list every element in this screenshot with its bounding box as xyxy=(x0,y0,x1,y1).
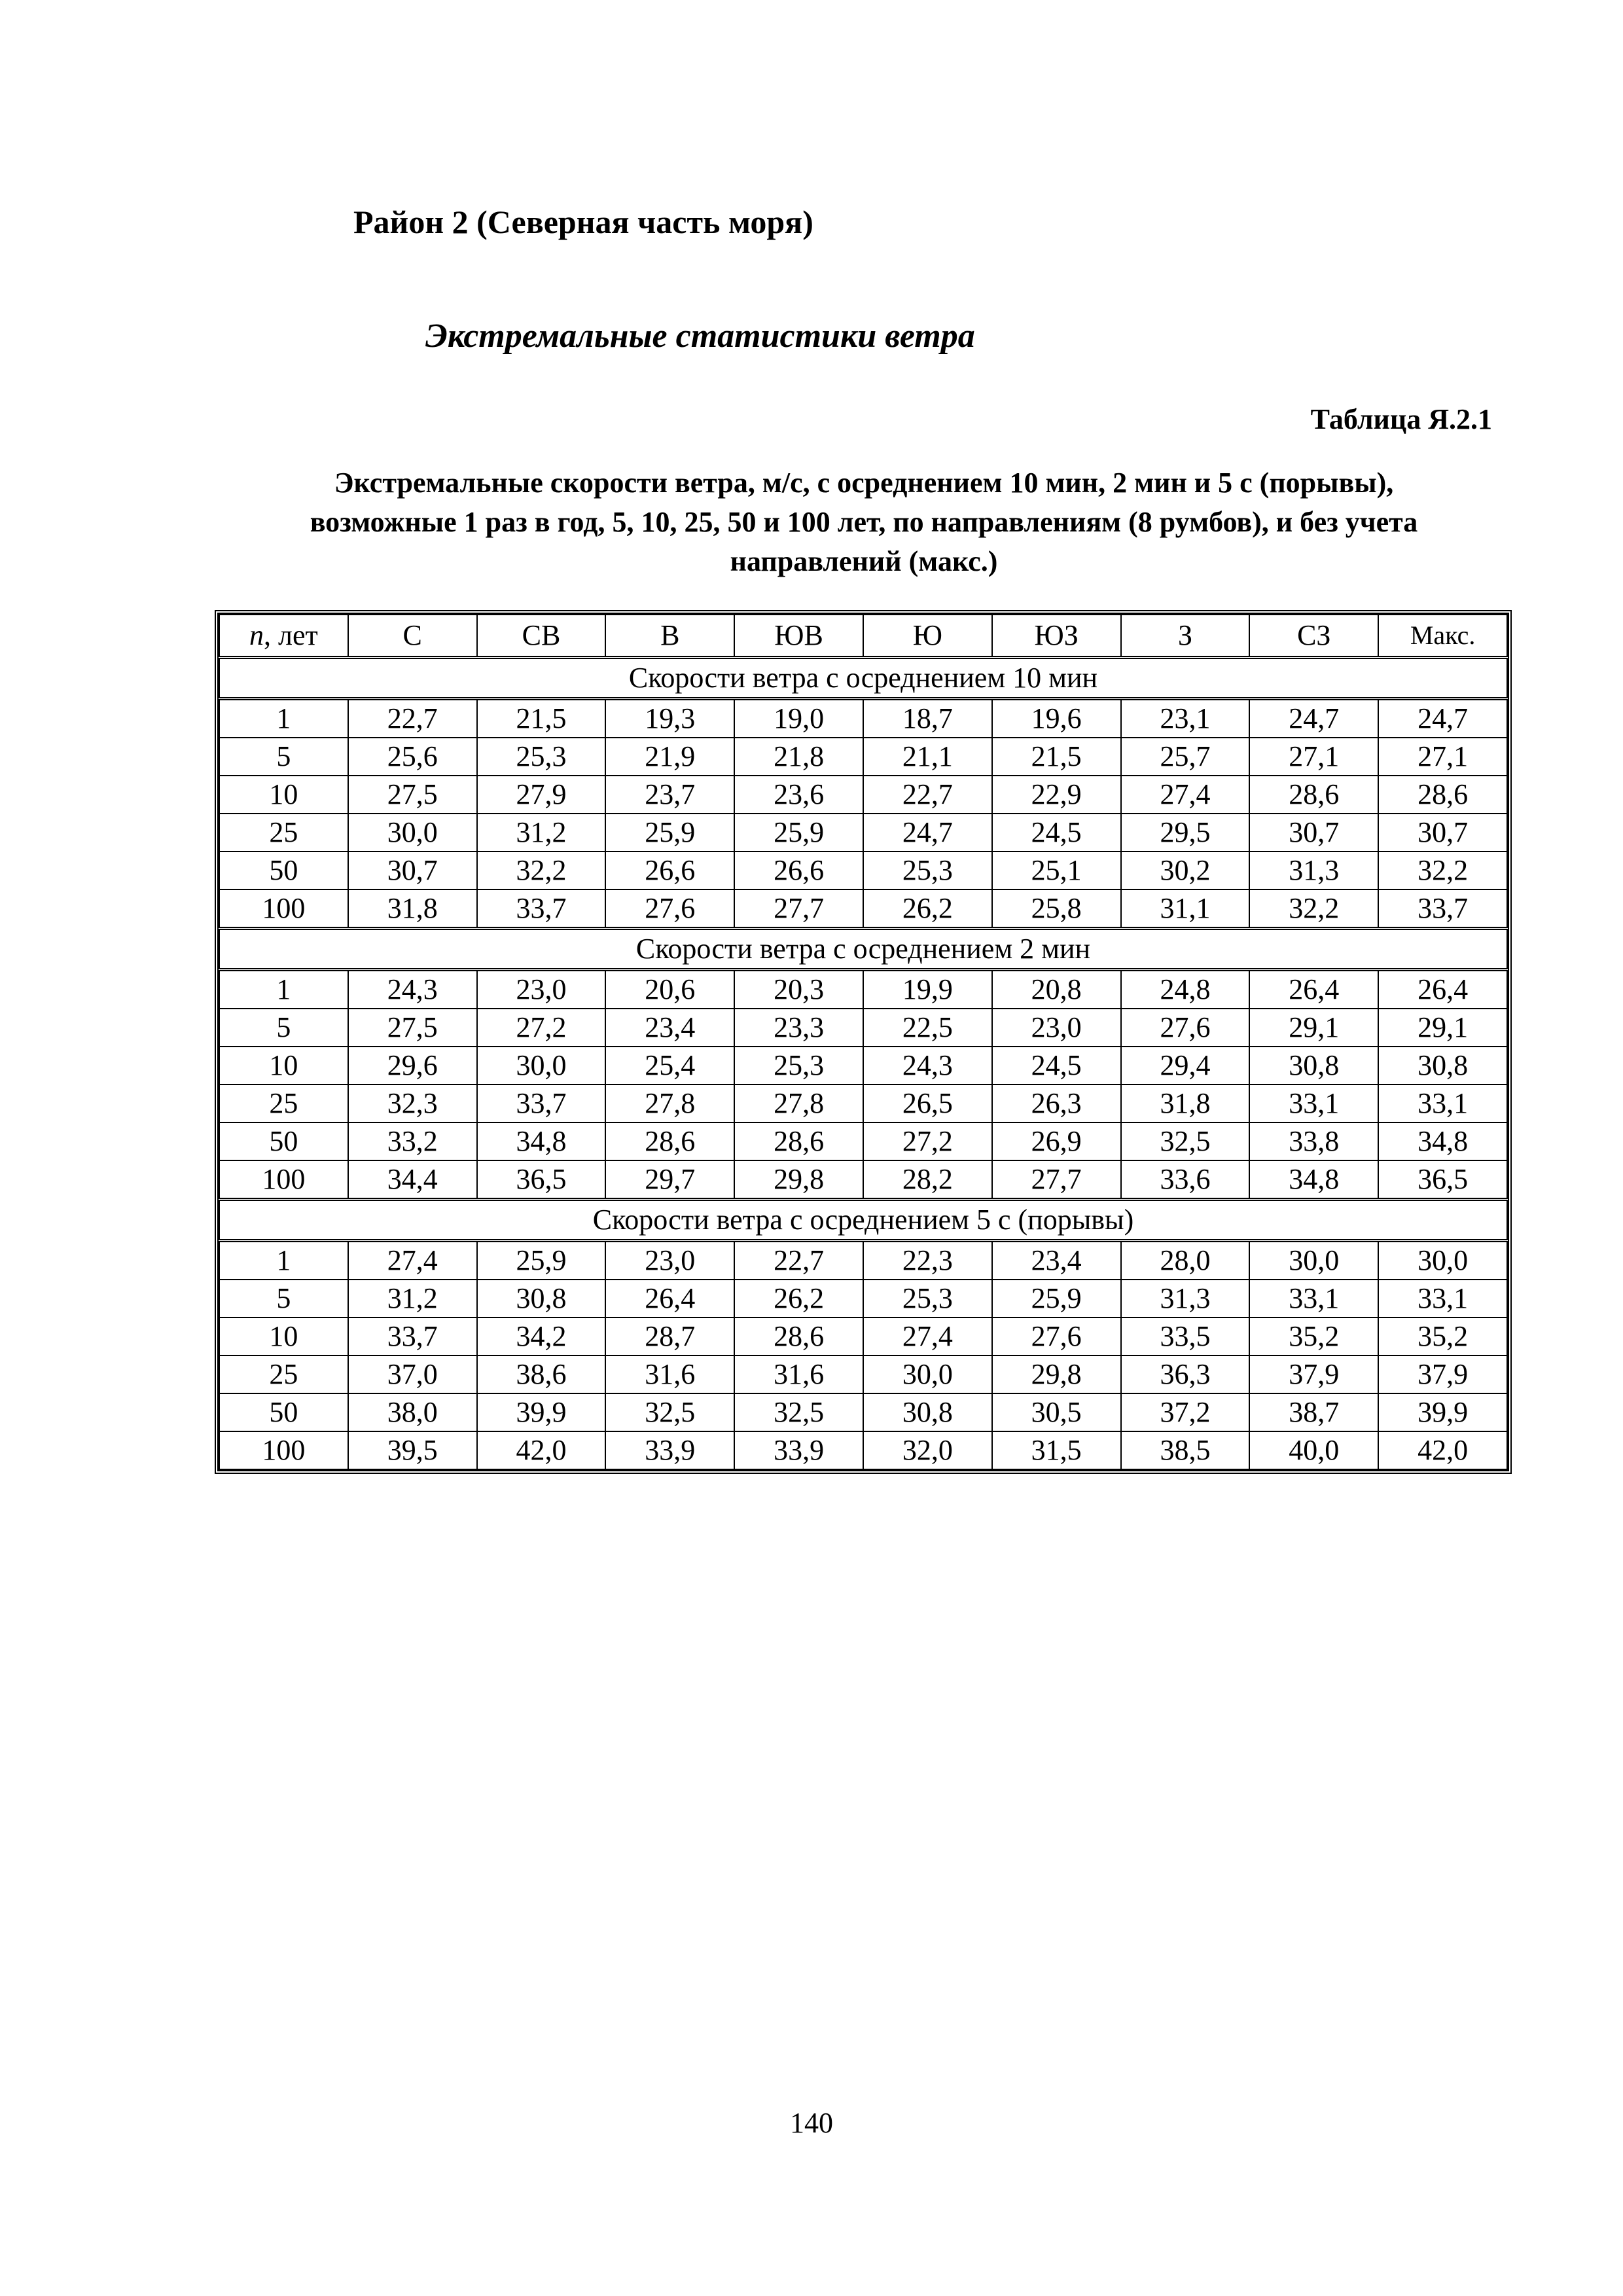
speed-cell: 24,3 xyxy=(348,970,477,1009)
speed-cell: 19,9 xyxy=(863,970,992,1009)
speed-cell: 28,6 xyxy=(605,1122,734,1160)
speed-cell: 22,7 xyxy=(863,776,992,814)
speed-cell: 27,2 xyxy=(863,1122,992,1160)
speed-cell: 36,5 xyxy=(1378,1160,1507,1200)
speed-cell: 27,7 xyxy=(734,889,863,929)
header-direction: СЗ xyxy=(1249,615,1378,658)
speed-cell: 24,5 xyxy=(992,1047,1121,1085)
speed-cell: 23,4 xyxy=(992,1241,1121,1280)
speed-cell: 27,5 xyxy=(348,776,477,814)
speed-cell: 33,9 xyxy=(605,1431,734,1469)
period-cell: 1 xyxy=(219,699,348,738)
speed-cell: 32,2 xyxy=(1249,889,1378,929)
speed-cell: 37,9 xyxy=(1378,1355,1507,1393)
speed-cell: 26,4 xyxy=(1249,970,1378,1009)
speed-cell: 24,7 xyxy=(1378,699,1507,738)
speed-cell: 27,2 xyxy=(477,1009,606,1047)
speed-cell: 33,8 xyxy=(1249,1122,1378,1160)
speed-cell: 27,6 xyxy=(605,889,734,929)
speed-cell: 37,0 xyxy=(348,1355,477,1393)
speed-cell: 27,9 xyxy=(477,776,606,814)
speed-cell: 32,5 xyxy=(1121,1122,1250,1160)
header-direction: Ю xyxy=(863,615,992,658)
speed-cell: 24,7 xyxy=(863,814,992,852)
table-row xyxy=(219,1122,1507,1160)
speed-cell: 28,6 xyxy=(734,1318,863,1355)
speed-cell: 29,4 xyxy=(1121,1047,1250,1085)
speed-cell: 31,3 xyxy=(1249,852,1378,889)
speed-cell: 29,7 xyxy=(605,1160,734,1200)
speed-cell: 31,2 xyxy=(348,1280,477,1318)
speed-cell: 20,3 xyxy=(734,970,863,1009)
table-row xyxy=(219,1241,1507,1280)
table-body xyxy=(219,658,1507,1470)
speed-cell: 34,8 xyxy=(477,1122,606,1160)
speed-cell: 33,1 xyxy=(1249,1280,1378,1318)
speed-cell: 25,4 xyxy=(605,1047,734,1085)
speed-cell: 25,8 xyxy=(992,889,1121,929)
speed-cell: 31,3 xyxy=(1121,1280,1250,1318)
speed-cell: 32,2 xyxy=(1378,852,1507,889)
table-row xyxy=(219,699,1507,738)
table-row xyxy=(219,1160,1507,1200)
speed-cell: 26,6 xyxy=(605,852,734,889)
table-row xyxy=(219,1085,1507,1122)
speed-cell: 26,2 xyxy=(863,889,992,929)
speed-cell: 29,5 xyxy=(1121,814,1250,852)
speed-cell: 29,8 xyxy=(734,1160,863,1200)
speed-cell: 31,8 xyxy=(1121,1085,1250,1122)
speed-cell: 28,0 xyxy=(1121,1241,1250,1280)
section-title: Скорости ветра с осреднением 10 мин xyxy=(219,658,1507,699)
speed-cell: 25,9 xyxy=(992,1280,1121,1318)
speed-cell: 30,7 xyxy=(1249,814,1378,852)
speed-cell: 28,6 xyxy=(734,1122,863,1160)
speed-cell: 31,8 xyxy=(348,889,477,929)
speed-cell: 36,5 xyxy=(477,1160,606,1200)
speed-cell: 21,8 xyxy=(734,738,863,776)
speed-cell: 30,8 xyxy=(477,1280,606,1318)
speed-cell: 38,7 xyxy=(1249,1393,1378,1431)
header-direction: ЮВ xyxy=(734,615,863,658)
period-cell: 100 xyxy=(219,889,348,929)
speed-cell: 27,7 xyxy=(992,1160,1121,1200)
speed-cell: 24,5 xyxy=(992,814,1121,852)
speed-cell: 25,3 xyxy=(477,738,606,776)
speed-cell: 20,8 xyxy=(992,970,1121,1009)
speed-cell: 28,6 xyxy=(1249,776,1378,814)
page-heading: Район 2 (Северная часть моря) xyxy=(353,204,813,240)
speed-cell: 30,7 xyxy=(348,852,477,889)
speed-cell: 33,7 xyxy=(348,1318,477,1355)
speed-cell: 30,0 xyxy=(477,1047,606,1085)
speed-cell: 28,7 xyxy=(605,1318,734,1355)
speed-cell: 32,0 xyxy=(863,1431,992,1469)
speed-cell: 21,5 xyxy=(477,699,606,738)
speed-cell: 39,9 xyxy=(1378,1393,1507,1431)
speed-cell: 29,1 xyxy=(1378,1009,1507,1047)
speed-cell: 21,1 xyxy=(863,738,992,776)
speed-cell: 21,9 xyxy=(605,738,734,776)
speed-cell: 33,1 xyxy=(1378,1280,1507,1318)
header-direction: СВ xyxy=(477,615,606,658)
speed-cell: 27,1 xyxy=(1249,738,1378,776)
period-cell: 50 xyxy=(219,1122,348,1160)
period-cell: 25 xyxy=(219,814,348,852)
speed-cell: 33,7 xyxy=(477,889,606,929)
speed-cell: 30,8 xyxy=(863,1393,992,1431)
caption-line-2: возможные 1 раз в год, 5, 10, 25, 50 и 100 лет, по направлениям (8 румбов), и без учета xyxy=(310,506,1418,538)
speed-cell: 19,3 xyxy=(605,699,734,738)
table-row xyxy=(219,889,1507,929)
section-header-row xyxy=(219,658,1507,699)
period-cell: 25 xyxy=(219,1355,348,1393)
speed-cell: 25,3 xyxy=(863,1280,992,1318)
speed-cell: 19,0 xyxy=(734,699,863,738)
speed-cell: 39,5 xyxy=(348,1431,477,1469)
speed-cell: 23,7 xyxy=(605,776,734,814)
table-row xyxy=(219,776,1507,814)
header-direction: ЮЗ xyxy=(992,615,1121,658)
period-cell: 1 xyxy=(219,970,348,1009)
speed-cell: 30,7 xyxy=(1378,814,1507,852)
speed-cell: 25,7 xyxy=(1121,738,1250,776)
speed-cell: 34,4 xyxy=(348,1160,477,1200)
section-header-row xyxy=(219,929,1507,970)
speed-cell: 27,8 xyxy=(734,1085,863,1122)
table-row xyxy=(219,970,1507,1009)
speed-cell: 30,0 xyxy=(348,814,477,852)
speed-cell: 22,5 xyxy=(863,1009,992,1047)
speed-cell: 22,3 xyxy=(863,1241,992,1280)
wind-speed-table-frame xyxy=(215,610,1512,1474)
speed-cell: 37,9 xyxy=(1249,1355,1378,1393)
speed-cell: 25,3 xyxy=(734,1047,863,1085)
speed-cell: 27,4 xyxy=(863,1318,992,1355)
period-cell: 1 xyxy=(219,1241,348,1280)
speed-cell: 20,6 xyxy=(605,970,734,1009)
speed-cell: 25,9 xyxy=(605,814,734,852)
speed-cell: 26,9 xyxy=(992,1122,1121,1160)
speed-cell: 22,9 xyxy=(992,776,1121,814)
speed-cell: 34,2 xyxy=(477,1318,606,1355)
speed-cell: 35,2 xyxy=(1249,1318,1378,1355)
caption-line-3: направлений (макс.) xyxy=(730,545,998,577)
speed-cell: 38,6 xyxy=(477,1355,606,1393)
period-cell: 5 xyxy=(219,738,348,776)
speed-cell: 23,0 xyxy=(477,970,606,1009)
section-title: Скорости ветра с осреднением 2 мин xyxy=(219,929,1507,970)
speed-cell: 30,8 xyxy=(1249,1047,1378,1085)
speed-cell: 28,2 xyxy=(863,1160,992,1200)
speed-cell: 38,5 xyxy=(1121,1431,1250,1469)
speed-cell: 27,8 xyxy=(605,1085,734,1122)
header-direction: С xyxy=(348,615,477,658)
speed-cell: 26,4 xyxy=(1378,970,1507,1009)
speed-cell: 25,1 xyxy=(992,852,1121,889)
speed-cell: 31,6 xyxy=(605,1355,734,1393)
speed-cell: 22,7 xyxy=(734,1241,863,1280)
speed-cell: 22,7 xyxy=(348,699,477,738)
period-unit: , лет xyxy=(264,619,318,651)
wind-speed-table xyxy=(219,614,1508,1470)
speed-cell: 32,3 xyxy=(348,1085,477,1122)
speed-cell: 35,2 xyxy=(1378,1318,1507,1355)
table-row xyxy=(219,1318,1507,1355)
speed-cell: 25,6 xyxy=(348,738,477,776)
caption-line-1: Экстремальные скорости ветра, м/с, с осреднением 10 мин, 2 мин и 5 с (порывы), xyxy=(334,467,1394,499)
speed-cell: 23,3 xyxy=(734,1009,863,1047)
speed-cell: 21,5 xyxy=(992,738,1121,776)
period-cell: 10 xyxy=(219,1047,348,1085)
speed-cell: 31,1 xyxy=(1121,889,1250,929)
speed-cell: 30,8 xyxy=(1378,1047,1507,1085)
period-cell: 5 xyxy=(219,1009,348,1047)
period-symbol: n xyxy=(249,619,264,651)
header-direction: В xyxy=(605,615,734,658)
speed-cell: 30,0 xyxy=(1378,1241,1507,1280)
speed-cell: 30,0 xyxy=(863,1355,992,1393)
speed-cell: 31,6 xyxy=(734,1355,863,1393)
speed-cell: 27,4 xyxy=(1121,776,1250,814)
speed-cell: 26,2 xyxy=(734,1280,863,1318)
table-row xyxy=(219,852,1507,889)
speed-cell: 24,7 xyxy=(1249,699,1378,738)
speed-cell: 23,6 xyxy=(734,776,863,814)
speed-cell: 27,4 xyxy=(348,1241,477,1280)
section-header-row xyxy=(219,1200,1507,1241)
speed-cell: 32,2 xyxy=(477,852,606,889)
period-cell: 100 xyxy=(219,1431,348,1469)
table-number: Таблица Я.2.1 xyxy=(1310,403,1492,435)
speed-cell: 33,5 xyxy=(1121,1318,1250,1355)
table-header-row xyxy=(219,615,1507,658)
table-row xyxy=(219,814,1507,852)
speed-cell: 34,8 xyxy=(1378,1122,1507,1160)
speed-cell: 36,3 xyxy=(1121,1355,1250,1393)
speed-cell: 30,5 xyxy=(992,1393,1121,1431)
period-cell: 50 xyxy=(219,1393,348,1431)
speed-cell: 27,6 xyxy=(992,1318,1121,1355)
speed-cell: 23,0 xyxy=(992,1009,1121,1047)
speed-cell: 23,0 xyxy=(605,1241,734,1280)
speed-cell: 27,5 xyxy=(348,1009,477,1047)
speed-cell: 27,6 xyxy=(1121,1009,1250,1047)
speed-cell: 42,0 xyxy=(1378,1431,1507,1469)
speed-cell: 31,5 xyxy=(992,1431,1121,1469)
table-row xyxy=(219,1280,1507,1318)
table-caption xyxy=(216,463,1512,581)
speed-cell: 29,8 xyxy=(992,1355,1121,1393)
speed-cell: 24,3 xyxy=(863,1047,992,1085)
speed-cell: 25,3 xyxy=(863,852,992,889)
header-direction: З xyxy=(1121,615,1250,658)
speed-cell: 33,7 xyxy=(1378,889,1507,929)
speed-cell: 33,2 xyxy=(348,1122,477,1160)
speed-cell: 23,1 xyxy=(1121,699,1250,738)
speed-cell: 33,1 xyxy=(1378,1085,1507,1122)
speed-cell: 29,6 xyxy=(348,1047,477,1085)
speed-cell: 26,6 xyxy=(734,852,863,889)
period-cell: 50 xyxy=(219,852,348,889)
speed-cell: 25,9 xyxy=(734,814,863,852)
table-row xyxy=(219,1431,1507,1469)
section-title: Скорости ветра с осреднением 5 с (порывы) xyxy=(219,1200,1507,1241)
speed-cell: 23,4 xyxy=(605,1009,734,1047)
speed-cell: 33,6 xyxy=(1121,1160,1250,1200)
speed-cell: 25,9 xyxy=(477,1241,606,1280)
speed-cell: 42,0 xyxy=(477,1431,606,1469)
speed-cell: 26,3 xyxy=(992,1085,1121,1122)
speed-cell: 40,0 xyxy=(1249,1431,1378,1469)
speed-cell: 29,1 xyxy=(1249,1009,1378,1047)
speed-cell: 32,5 xyxy=(734,1393,863,1431)
table-row xyxy=(219,1355,1507,1393)
table-row xyxy=(219,1393,1507,1431)
speed-cell: 33,9 xyxy=(734,1431,863,1469)
table-row xyxy=(219,1009,1507,1047)
period-cell: 5 xyxy=(219,1280,348,1318)
period-cell: 10 xyxy=(219,1318,348,1355)
header-period xyxy=(219,615,348,658)
speed-cell: 37,2 xyxy=(1121,1393,1250,1431)
period-cell: 100 xyxy=(219,1160,348,1200)
speed-cell: 26,4 xyxy=(605,1280,734,1318)
period-cell: 10 xyxy=(219,776,348,814)
speed-cell: 27,1 xyxy=(1378,738,1507,776)
table-row xyxy=(219,1047,1507,1085)
section-subheading: Экстремальные статистики ветра xyxy=(425,317,975,355)
speed-cell: 33,7 xyxy=(477,1085,606,1122)
speed-cell: 30,0 xyxy=(1249,1241,1378,1280)
speed-cell: 26,5 xyxy=(863,1085,992,1122)
speed-cell: 38,0 xyxy=(348,1393,477,1431)
speed-cell: 39,9 xyxy=(477,1393,606,1431)
speed-cell: 28,6 xyxy=(1378,776,1507,814)
table-row xyxy=(219,738,1507,776)
period-cell: 25 xyxy=(219,1085,348,1122)
speed-cell: 24,8 xyxy=(1121,970,1250,1009)
page-number: 140 xyxy=(790,2107,833,2139)
speed-cell: 19,6 xyxy=(992,699,1121,738)
header-max: Макс. xyxy=(1378,615,1507,658)
speed-cell: 32,5 xyxy=(605,1393,734,1431)
speed-cell: 18,7 xyxy=(863,699,992,738)
speed-cell: 30,2 xyxy=(1121,852,1250,889)
speed-cell: 31,2 xyxy=(477,814,606,852)
speed-cell: 34,8 xyxy=(1249,1160,1378,1200)
speed-cell: 33,1 xyxy=(1249,1085,1378,1122)
